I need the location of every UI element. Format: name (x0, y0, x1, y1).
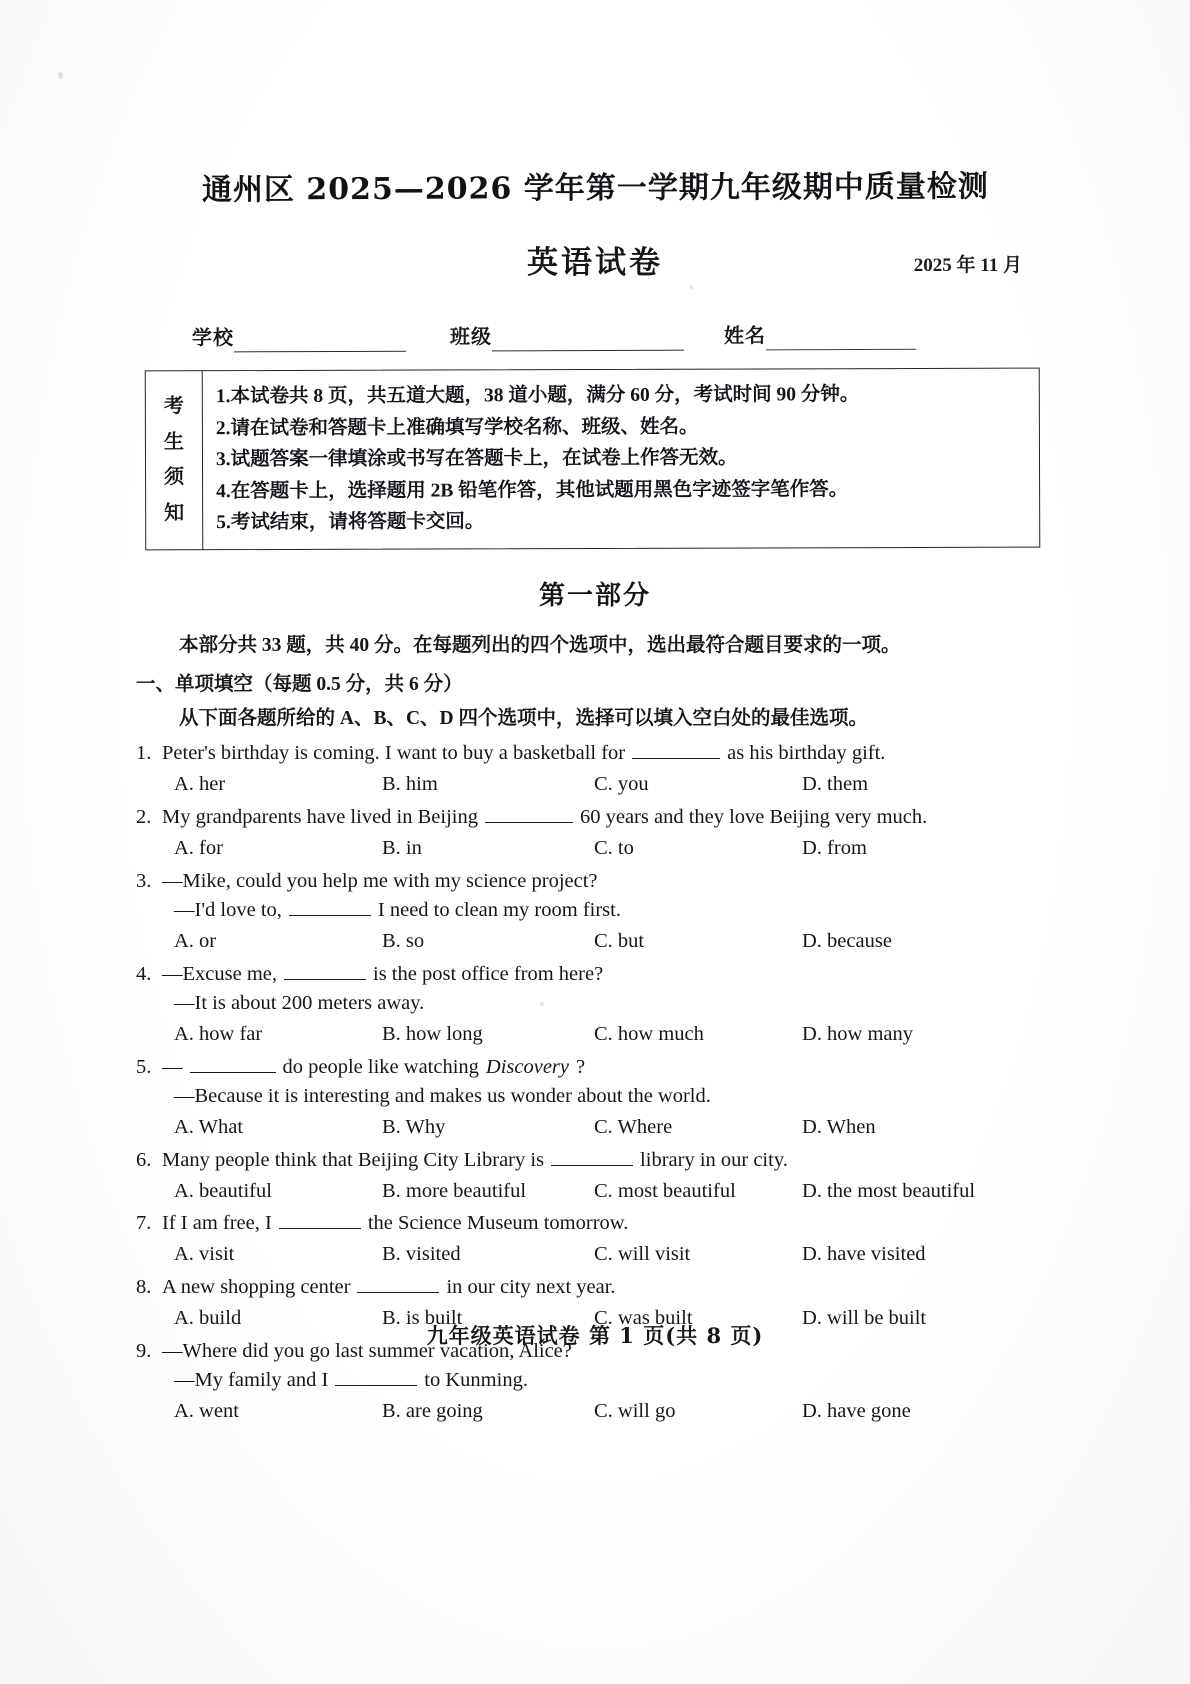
option-b[interactable]: B. is built (382, 1307, 463, 1330)
question-stem (136, 1209, 1130, 1238)
question-number: 7. (136, 1212, 152, 1235)
answer-blank[interactable] (284, 963, 366, 980)
question-continuation (136, 896, 1130, 925)
option-row (136, 1020, 1130, 1049)
part-one-title: 第一部分 (538, 581, 651, 611)
notice-items (203, 369, 1040, 550)
cont-text: —Because it is interesting and makes us wonder about the world. (174, 1084, 711, 1107)
question-stem (136, 867, 1130, 896)
exam-date: 2025 年 11 月 (913, 255, 1022, 276)
section-instruction: 从下面各题所给的 A、B、C、D 四个选项中，选择可以填入空白处的最佳选项。 (179, 708, 869, 730)
option-c[interactable]: C. was built (594, 1307, 693, 1330)
answer-blank[interactable] (279, 1212, 361, 1229)
option-b[interactable]: B. Why (382, 1115, 446, 1138)
class-input-rule[interactable] (492, 328, 684, 352)
answer-blank[interactable] (357, 1276, 439, 1293)
question-stem (136, 803, 1130, 832)
option-c[interactable]: C. will visit (594, 1243, 691, 1266)
school-input-rule[interactable] (234, 329, 406, 353)
question-item (136, 739, 1130, 799)
question-item (136, 960, 1130, 1049)
option-d[interactable]: D. the most beautiful (802, 1179, 976, 1202)
stem-text: —Where did you go last summer vacation, Alice? (162, 1339, 572, 1362)
cont-text-before: —I'd love to, (174, 898, 282, 921)
option-d[interactable]: D. from (802, 837, 867, 860)
exam-notice-box (145, 368, 1041, 551)
option-b[interactable]: B. more beautiful (382, 1179, 527, 1202)
notice-title-vertical (146, 371, 204, 549)
answer-blank[interactable] (632, 742, 720, 759)
option-d[interactable]: D. how many (802, 1022, 914, 1045)
option-c[interactable]: C. you (594, 773, 649, 796)
option-a[interactable]: A. went (174, 1400, 239, 1423)
question-item (136, 1337, 1130, 1426)
section-heading-single-choice: 一、单项填空（每题 0.5 分，共 6 分） (136, 674, 463, 696)
option-c[interactable]: C. how much (594, 1022, 704, 1045)
question-stem (136, 1273, 1130, 1302)
option-row (136, 1177, 1130, 1206)
stem-text-after: library in our city. (640, 1148, 788, 1171)
school-label: 学校 (191, 327, 235, 350)
option-a[interactable]: A. for (174, 837, 223, 860)
option-b[interactable]: B. in (382, 837, 422, 860)
page-title: 通州区 2025—2026 学年第一学期九年级期中质量检测 (201, 169, 989, 208)
cont-text-after: to Kunming. (424, 1369, 528, 1392)
option-a[interactable]: A. build (174, 1307, 242, 1330)
option-b[interactable]: B. are going (382, 1400, 483, 1423)
stem-tail: ? (576, 1055, 586, 1078)
stem-text-before: —Excuse me, (162, 962, 277, 985)
option-b[interactable]: B. so (382, 930, 425, 953)
option-a[interactable]: A. beautiful (174, 1179, 272, 1202)
option-row (136, 770, 1130, 799)
stem-text-after: in our city next year. (446, 1276, 616, 1299)
question-stem (136, 1053, 1130, 1082)
question-item (136, 1053, 1130, 1142)
name-input-rule[interactable] (766, 327, 916, 351)
name-field[interactable] (724, 319, 916, 351)
option-a[interactable]: A. her (174, 773, 226, 796)
class-field[interactable] (450, 320, 724, 352)
question-number: 8. (136, 1276, 152, 1299)
school-field[interactable] (192, 321, 450, 353)
option-c[interactable]: C. to (594, 837, 634, 860)
answer-blank[interactable] (551, 1149, 633, 1166)
option-d[interactable]: D. will be built (802, 1307, 927, 1330)
question-stem (136, 960, 1130, 989)
option-b[interactable]: B. him (382, 773, 438, 796)
question-item (136, 803, 1130, 863)
option-a[interactable]: A. how far (174, 1022, 263, 1045)
option-d[interactable]: D. have gone (802, 1400, 911, 1423)
subject-row (0, 237, 1190, 287)
question-continuation (136, 989, 1130, 1018)
question-number: 4. (136, 962, 152, 985)
subject-title: 英语试卷 (527, 245, 663, 281)
option-a[interactable]: A. visit (174, 1243, 235, 1266)
notice-item: 3.试题答案一律填涂或书写在答题卡上，在试卷上作答无效。 (215, 447, 738, 471)
notice-title-char-2: 须 (164, 466, 185, 489)
stem-text: —Mike, could you help me with my science project? (162, 869, 598, 892)
student-info-row (0, 318, 1190, 354)
stem-text-before: A new shopping center (162, 1276, 351, 1299)
option-a[interactable]: A. What (174, 1115, 244, 1138)
notice-item: 2.请在试卷和答题卡上准确填写学校名称、班级、姓名。 (215, 416, 699, 439)
page-footer: 九年级英语试卷 第 1 页(共 8 页) (426, 1322, 764, 1348)
notice-item: 1.本试卷共 8 页，共五道大题，38 道小题，满分 60 分，考试时间 90 分钟。 (215, 384, 860, 408)
stem-text-after: do people like watching (282, 1055, 479, 1078)
question-number: 5. (136, 1055, 152, 1078)
question-item (136, 1209, 1130, 1269)
cont-text-before: —My family and I (174, 1369, 329, 1392)
answer-blank[interactable] (485, 806, 573, 823)
question-stem (136, 739, 1130, 768)
option-c[interactable]: C. Where (594, 1115, 673, 1138)
answer-blank[interactable] (289, 899, 371, 916)
class-label: 班级 (449, 326, 493, 349)
option-d[interactable]: D. have visited (802, 1243, 926, 1266)
option-c[interactable]: C. most beautiful (594, 1179, 736, 1202)
option-b[interactable]: B. visited (382, 1243, 461, 1266)
question-continuation (136, 1082, 1130, 1111)
answer-blank[interactable] (335, 1369, 417, 1386)
cont-text-after: I need to clean my room first. (377, 898, 621, 921)
stem-italic-title: Discovery (485, 1055, 570, 1078)
stem-text-before: If I am free, I (162, 1212, 272, 1235)
stem-dash: — (162, 1055, 183, 1078)
option-b[interactable]: B. how long (382, 1022, 483, 1045)
option-row (136, 1397, 1130, 1426)
option-row (136, 1240, 1130, 1269)
notice-title-char-0: 考 (163, 395, 184, 418)
option-c[interactable]: C. but (594, 930, 645, 953)
option-d[interactable]: D. When (802, 1115, 876, 1138)
stem-text-before: Many people think that Beijing City Library is (162, 1148, 545, 1171)
option-d[interactable]: D. because (802, 930, 892, 953)
answer-blank[interactable] (190, 1056, 276, 1073)
option-row (136, 834, 1130, 863)
option-row (136, 927, 1130, 956)
stem-text-after: the Science Museum tomorrow. (367, 1212, 629, 1235)
stem-text-after: is the post office from here? (373, 962, 604, 985)
question-number: 6. (136, 1148, 152, 1171)
question-number: 1. (136, 742, 152, 765)
stem-text-before: Peter's birthday is coming. I want to buy a basketball for (162, 742, 626, 765)
stem-text-after: as his birthday gift. (727, 742, 886, 765)
question-stem (136, 1146, 1130, 1175)
option-row (136, 1113, 1130, 1142)
stem-text-before: My grandparents have lived in Beijing (162, 806, 478, 829)
notice-title-char-3: 知 (164, 502, 185, 525)
option-a[interactable]: A. or (174, 930, 217, 953)
cont-text: —It is about 200 meters away. (174, 991, 425, 1014)
part-one-description: 本部分共 33 题，共 40 分。在每题列出的四个选项中，选出最符合题目要求的一项。 (179, 635, 901, 656)
question-item (136, 1146, 1130, 1206)
question-item (136, 867, 1130, 956)
question-number: 2. (136, 806, 152, 829)
question-number: 3. (136, 869, 152, 892)
name-label: 姓名 (723, 325, 767, 348)
notice-item: 5.考试结束，请将答题卡交回。 (216, 511, 485, 534)
notice-title-char-1: 生 (163, 430, 184, 453)
notice-item: 4.在答题卡上，选择题用 2B 铅笔作答，其他试题用黑色字迹签字笔作答。 (216, 478, 849, 502)
question-continuation (136, 1366, 1130, 1395)
question-number: 9. (136, 1339, 152, 1362)
option-d[interactable]: D. them (802, 773, 869, 796)
option-c[interactable]: C. will go (594, 1400, 676, 1423)
stem-text-after: 60 years and they love Beijing very much. (579, 806, 928, 829)
